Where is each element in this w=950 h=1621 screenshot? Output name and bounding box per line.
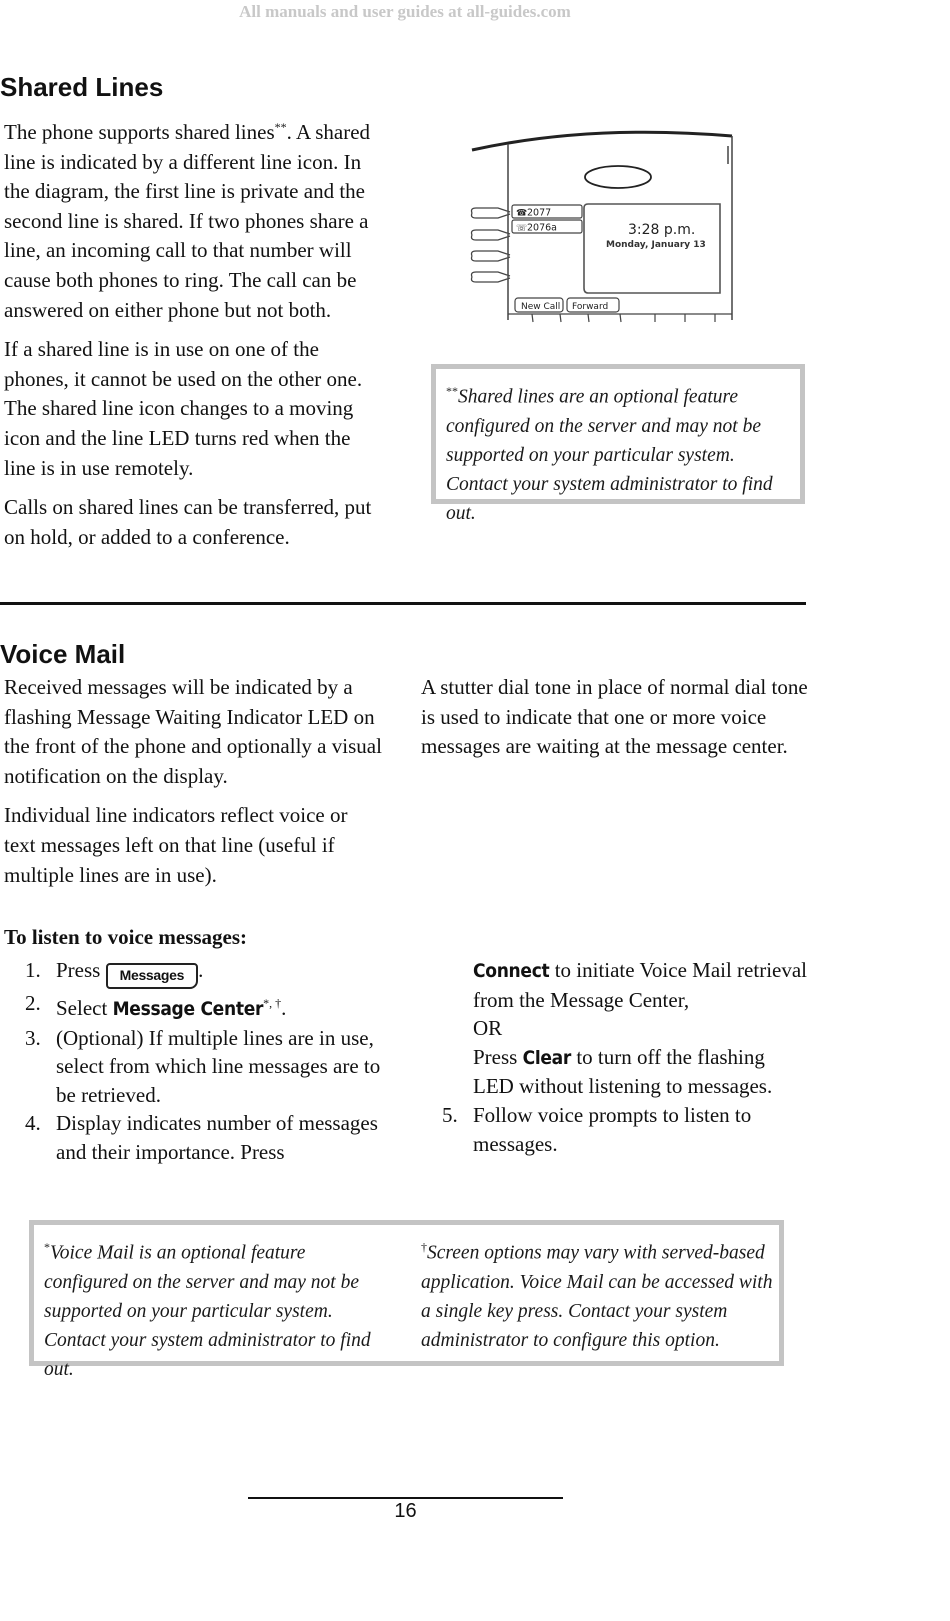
phone-speaker-slot bbox=[585, 166, 651, 188]
page-number: 16 bbox=[394, 1500, 417, 1522]
footnote-voice-mail-optional: *Voice Mail is an optional feature configured on the server and may not be supported on your particular system. Contact your system administrator to find out. bbox=[44, 1240, 371, 1380]
voice-mail-notes bbox=[29, 1220, 784, 1380]
page-number-wrap bbox=[248, 1500, 563, 1523]
note-text: Shared lines are an optional feature configured on the server and may not be supported on your particular system. Contact your system administrator to find out. bbox=[446, 386, 773, 524]
footnote-screen-options: †Screen options may vary with served-based application. Voice Mail can be accessed with a single key press. Contact your system administrator to configure this option. bbox=[421, 1240, 773, 1351]
softkey-forward: Forward bbox=[572, 302, 609, 312]
line-keys bbox=[472, 208, 511, 282]
voice-mail-para-2: Individual line indicators reflect voice or text messages left on that line (useful if multiple lines are in use). bbox=[4, 803, 348, 887]
shared-lines-heading: Shared Lines bbox=[0, 72, 164, 102]
step-3: 3. (Optional) If multiple lines are in use, select from which line messages are to be retrieved. bbox=[25, 1025, 381, 1107]
procedure-steps-right bbox=[417, 956, 807, 1158]
step-2: 2. Select Message Center*, †. bbox=[25, 991, 287, 1020]
messages-key-button[interactable]: Messages bbox=[106, 963, 199, 989]
voice-mail-right-column bbox=[421, 673, 811, 772]
line-1-label: 2077 bbox=[527, 207, 552, 219]
procedure-steps-left bbox=[0, 956, 400, 1167]
clear-softkey[interactable]: Clear bbox=[522, 1046, 572, 1069]
voice-mail-para-1: Received messages will be indicated by a flashing Message Waiting Indicator LED on the front of the phone and optionally a visual notification on the display. bbox=[4, 675, 382, 788]
shared-lines-para-2: If a shared line is in use on one of the phones, it cannot be used on the other one. The shared line icon changes to a moving icon and the line LED turns red when the line is in use remotely. bbox=[4, 337, 363, 480]
voice-mail-para-3: A stutter dial tone in place of normal dial tone is used to indicate that one or more voice messages are waiting at the message center. bbox=[421, 675, 808, 759]
step-5: 5. Follow voice prompts to listen to messages. bbox=[442, 1102, 752, 1156]
softkey-ticks bbox=[508, 314, 732, 322]
phone-display-diagram bbox=[470, 128, 770, 328]
step-4: 4. Display indicates number of messages and their importance. Press bbox=[25, 1111, 378, 1164]
procedure-title: To listen to voice messages: bbox=[4, 925, 248, 949]
message-center-softkey[interactable]: Message Center bbox=[112, 998, 264, 1020]
watermark-text: All manuals and user guides at all-guides.com bbox=[239, 2, 571, 21]
step-1: 1. Press Messages . bbox=[0, 956, 400, 989]
line-2-shared-icon: ☏ bbox=[516, 223, 528, 234]
shared-lines-para-3: Calls on shared lines can be transferred, put on hold, or added to a conference. bbox=[4, 495, 372, 549]
step-4-continued: Connect to initiate Voice Mail retrieval from the Message Center, OR Press Clear to turn off the flashing LED without listening to messages. bbox=[473, 958, 808, 1099]
shared-lines-para-1: The phone supports shared lines**. A shared line is indicated by a different line icon. In the diagram, the first line is private and the second line is shared. If two phones share a line, an incoming call to that number will cause both phones to ring. The call can be answered on either phone but not both. bbox=[4, 120, 371, 322]
softkey-new-call: New Call bbox=[521, 302, 561, 312]
line-1-phone-icon: ☎ bbox=[516, 208, 528, 219]
voice-mail-heading: Voice Mail bbox=[0, 639, 126, 669]
display-date: Monday, January 13 bbox=[606, 240, 706, 250]
voice-mail-left-column bbox=[4, 673, 384, 900]
display-time: 3:28 p.m. bbox=[628, 222, 696, 238]
shared-lines-body bbox=[4, 113, 384, 562]
footer-rule bbox=[248, 1497, 563, 1499]
line-2-label: 2076a bbox=[527, 222, 557, 234]
connect-softkey[interactable]: Connect bbox=[473, 960, 550, 982]
shared-lines-note bbox=[431, 364, 805, 524]
note-marker: ** bbox=[446, 384, 458, 398]
section-divider bbox=[0, 602, 806, 605]
